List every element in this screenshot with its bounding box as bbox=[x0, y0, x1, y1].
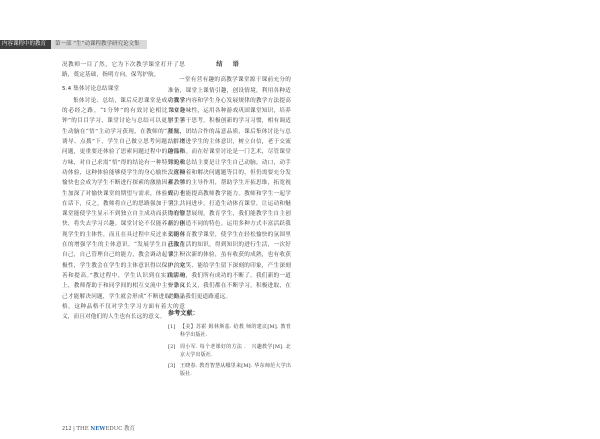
left-column bbox=[62, 60, 185, 322]
left-lead-paragraph: 况教师一目了然，它为下次教学课堂打开了思路，奠定基础，指明方向，保驾护航。 bbox=[62, 62, 185, 79]
brand-suffix: EDUC bbox=[105, 426, 123, 432]
header-section-label: 内容课程中的教育 bbox=[0, 40, 51, 49]
brand-accent: NEW bbox=[90, 426, 106, 432]
reference-item bbox=[168, 362, 291, 378]
header-title: 第一部 “生”动课程教学研究论文集 bbox=[51, 40, 147, 49]
journal-brand bbox=[76, 426, 135, 432]
references-list bbox=[168, 323, 291, 378]
reference-text: 王晓春. 教育智慧从哪里来[M]. 华东师范大学出版社. bbox=[180, 362, 291, 378]
brand-prefix: THE bbox=[76, 426, 89, 432]
page-number: 212 bbox=[62, 426, 72, 432]
reference-number: [1] bbox=[168, 324, 176, 331]
reference-number: [2] bbox=[168, 343, 176, 350]
conclusion-paragraph: 一堂有营有趣的高教学课堂源于课前充分的准备，课堂上课情引趣，创设情境，利用各种适合课堂内容和学生身心发展规律的教学方法提高课堂趣味性，运用各种游戏巩固课堂知识，培养学生善于思考，积极创新的学习习惯，相有调适择画，团结合作的品意品质，课后集体讨论与总结，增进学生的主体意识，树立自信，老于交流的品格。而在好课堂讨论是一门艺术，尽管课堂讨论和总结主要是让学生自己动脑，动口，动手发挥摘着和解决问题题等目的，但仍需要充分发挥教师的主导作用，帮助学生开拓思维，拓宽视野，也能提高教师教学能力。教师和学生一起学习，共同进步，打造生动体育课堂，让运动和魅力在智慧展现，教育学生，我们能教学生自主创新，创造不同的特色。运用多种方式丰富活跃我们的体育教学课堂，使学生在轻松愉快的氛围里获取生活的知识，得到知识的进行生活，一次好课，一次新的体验，虽有收获的成熟，也有收获中的欢笑、能给学生留下深刻的印象，产生深刻的影响，我们所有成功的不断了，我们新的一道一条又长又，我们都在不断学习，积极进取，在走路上我们更道路遥远。 bbox=[168, 77, 291, 300]
conclusion-title: 结 语 bbox=[216, 61, 243, 68]
footer-divider: | bbox=[73, 426, 77, 432]
reference-item bbox=[168, 323, 291, 339]
section-heading: 5.4 集体讨论总结课堂 bbox=[62, 85, 120, 92]
reference-text: 【美】苏霍 姆林斯基. 给教 师的建议[M]. 教育科学出版社. bbox=[180, 324, 291, 339]
reference-text: 周小军. 每个老课好的方法 ． 兴趣教学[M]. 北京大学出版社. bbox=[180, 343, 291, 358]
right-column bbox=[168, 60, 291, 381]
reference-number: [3] bbox=[168, 362, 176, 369]
reference-item bbox=[168, 343, 291, 359]
brand-cn: 教育 bbox=[124, 426, 135, 432]
references-title: 参考文献： bbox=[168, 309, 199, 317]
running-header bbox=[0, 40, 600, 49]
left-body-paragraph: 集体讨论、总结，课后反思课堂是成功教学的必经之路。“1分钟”的有效讨论相比“10分钟”的目目学习，课堂讨论与总结可以更加了学生动脑在“悟”主动学习获现，在教师的“激发、诱导、点拨”下，学生自己做立思考问题、解决问题，更重要还体验了思索问题过程中的趣情和方味，对自己求需“悟”得的结论有一种特殊的成功体验，这种体验能够使学生的身心愉快，这种愉快也会成为学生不断进行探索的激励因素，学生加深了对愉快课堂的期望与需求，体验成功不在话下，反之，教师将自己的思路强加于学生，课堂能使学生显示不到独立自主成功而获得的愉快，将失去学习兴趣。课堂讨论不仅能养在的体现学生的主体性，而且在具过程中反过来又能有在的增强学生的主体意识。“发展学生自己教育自己，自己管理自己的能力，教会调动起学生积极性，学生教会在学生的主体意识得以保护，完善和提高。”教过程中，学生认识到在实践活动上，教师帮助于和同学间的相互交流中主要靠自己才能解决问题，学生就会形成“不断进取”的品格，这种品格不仅对学生学习方面有着大的意义，而且对他们的人生也有长远的意义。 bbox=[62, 97, 185, 321]
page-footer bbox=[62, 424, 135, 432]
